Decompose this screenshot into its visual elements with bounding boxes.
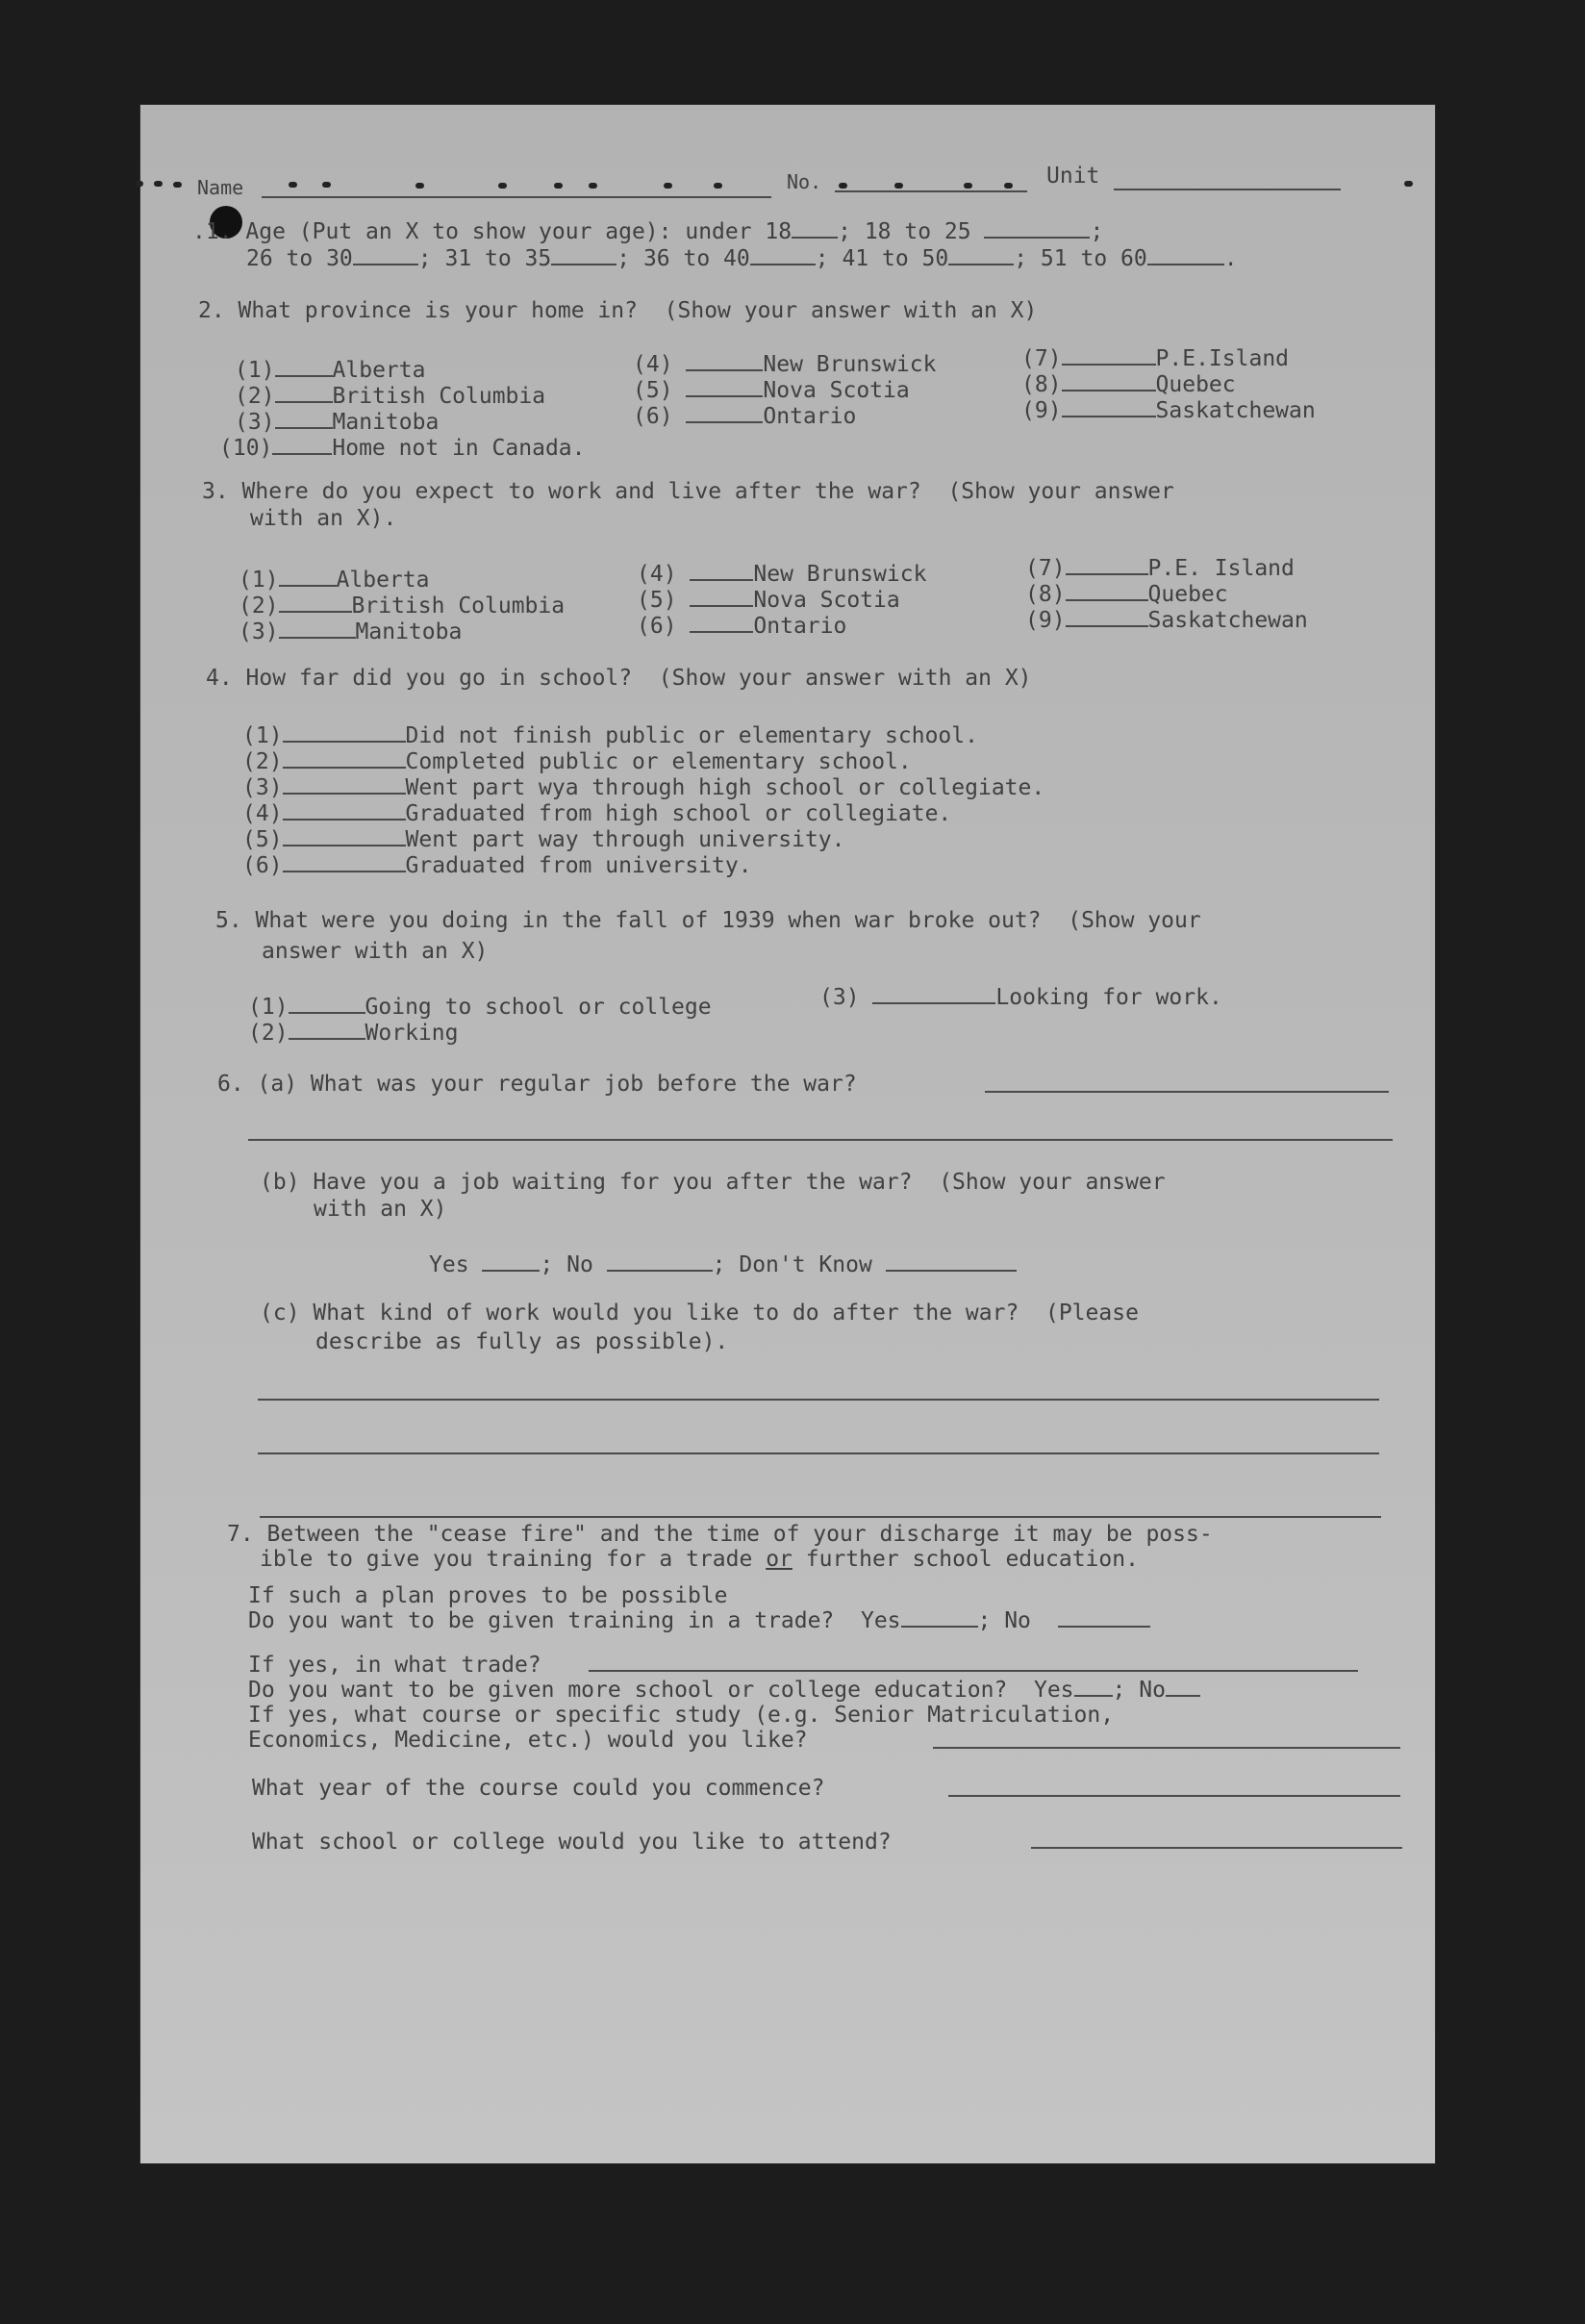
question-3-line-1: 3. Where do you expect to work and live after the war? (Show your answer <box>202 479 1174 504</box>
q6b-yes-blank[interactable] <box>482 1252 540 1272</box>
dotted-mark <box>498 183 507 189</box>
dotted-mark <box>964 183 972 189</box>
q2-blank[interactable] <box>272 436 332 455</box>
q2-option: (6) Ontario <box>633 404 857 429</box>
q6b-no-blank[interactable] <box>607 1252 713 1272</box>
or-underlined: or <box>766 1547 792 1572</box>
q5-option: (1) Going to school or college <box>248 995 712 1020</box>
q3-blank[interactable] <box>279 619 356 639</box>
q6a-answer-line[interactable] <box>985 1091 1389 1093</box>
q7-school-line[interactable] <box>1031 1847 1402 1849</box>
dotted-mark <box>589 183 597 189</box>
number-field[interactable] <box>835 190 1027 192</box>
question-7-school: What school or college would you like to attend? <box>252 1830 892 1855</box>
dotted-mark <box>154 181 163 187</box>
q4-option: (2) Completed public or elementary school. <box>242 749 912 774</box>
q1-blank-18-25[interactable] <box>984 219 1090 239</box>
q2-blank[interactable] <box>1062 372 1156 392</box>
question-7-year: What year of the course could you commence? <box>252 1776 825 1801</box>
q6a-answer-line[interactable] <box>248 1139 1393 1141</box>
q3-option: (6) Ontario <box>637 614 847 639</box>
q1-age-26-30: 26 to 30 <box>246 246 353 271</box>
q7-education-no-blank[interactable] <box>1166 1678 1200 1697</box>
q2-blank[interactable] <box>686 404 763 423</box>
unit-label: Unit <box>1046 164 1100 189</box>
q4-option: (5) Went part way through university. <box>242 827 845 852</box>
q6c-answer-line[interactable] <box>260 1516 1381 1518</box>
q2-blank[interactable] <box>1062 398 1156 417</box>
question-4: 4. How far did you go in school? (Show your answer with an X) <box>206 666 1032 691</box>
q1-age-under-18: .1. Age (Put an X to show your age): under 18 <box>192 219 792 244</box>
q3-option: (7) P.E. Island <box>1025 556 1295 581</box>
q1-blank-26-30[interactable] <box>353 246 418 265</box>
question-1-line-2 <box>246 246 1238 272</box>
q2-option: (2) British Columbia <box>235 384 546 409</box>
q1-blank-36-40[interactable] <box>750 246 816 265</box>
dotted-mark <box>839 183 847 189</box>
q5-blank[interactable] <box>289 1021 365 1040</box>
question-6a: 6. (a) What was your regular job before the war? <box>217 1072 857 1097</box>
q3-option: (5) Nova Scotia <box>637 588 900 613</box>
unit-field[interactable] <box>1114 189 1341 190</box>
q1-age-41-50: ; 41 to 50 <box>815 246 949 271</box>
q6b-dont-know-blank[interactable] <box>886 1252 1017 1272</box>
dotted-mark <box>554 183 563 189</box>
q1-age-51-60: ; 51 to 60 <box>1014 246 1147 271</box>
question-7-course-line-1: If yes, what course or specific study (e.g. Senior Matriculation, <box>248 1703 1115 1728</box>
name-label: Name <box>197 176 244 199</box>
q1-blank-51-60[interactable] <box>1147 246 1224 265</box>
q3-blank[interactable] <box>1066 556 1148 575</box>
q2-blank[interactable] <box>1062 346 1156 366</box>
question-7-line-3: If such a plan proves to be possible <box>248 1583 728 1608</box>
number-label: No. <box>787 170 822 193</box>
dotted-mark <box>664 183 672 189</box>
question-7-course-line-2: Economics, Medicine, etc.) would you like? <box>248 1728 808 1753</box>
q3-option: (2) British Columbia <box>239 594 566 619</box>
q2-option: (5) Nova Scotia <box>633 378 910 403</box>
q4-blank[interactable] <box>283 827 406 846</box>
q6c-answer-line[interactable] <box>258 1399 1379 1401</box>
q7-course-line[interactable] <box>933 1747 1400 1749</box>
q6b-yes: Yes <box>429 1252 469 1277</box>
q7-which-trade-line[interactable] <box>589 1670 1358 1672</box>
q4-blank[interactable] <box>283 749 406 769</box>
q1-blank-31-35[interactable] <box>551 246 616 265</box>
question-2: 2. What province is your home in? (Show your answer with an X) <box>198 298 1038 323</box>
q4-option: (1) Did not finish public or elementary school. <box>242 723 978 748</box>
q2-blank[interactable] <box>686 378 763 397</box>
q4-option: (3) Went part wya through high school or collegiate. <box>242 775 1045 800</box>
q5-blank[interactable] <box>289 995 365 1014</box>
question-6b-line-1: (b) Have you a job waiting for you after the war? (Show your answer <box>260 1170 1166 1195</box>
q4-option: (4) Graduated from high school or collegiate. <box>242 801 952 826</box>
question-7-education: Do you want to be given more school or college education? Yes ; No <box>248 1678 1200 1704</box>
q3-option: (8) Quebec <box>1025 582 1228 607</box>
dotted-mark <box>289 182 297 188</box>
q3-option: (9) Saskatchewan <box>1025 608 1308 633</box>
question-6c-line-2: describe as fully as possible). <box>315 1329 729 1354</box>
q3-option: (3) Manitoba <box>239 619 463 644</box>
q2-option: (10) Home not in Canada. <box>219 436 586 461</box>
question-5-line-1: 5. What were you doing in the fall of 1939 when war broke out? (Show your <box>215 908 1201 933</box>
q2-option: (8) Quebec <box>1021 372 1236 397</box>
q1-age-18-25: ; 18 to 25 <box>838 219 971 244</box>
q3-blank[interactable] <box>1066 582 1148 601</box>
q6b-options <box>429 1252 1017 1278</box>
dotted-mark <box>1004 183 1013 189</box>
dotted-mark <box>894 183 903 189</box>
q4-blank[interactable] <box>283 775 406 795</box>
q3-option: (4) New Brunswick <box>637 562 927 587</box>
q3-blank[interactable] <box>279 568 337 587</box>
q3-blank[interactable] <box>690 588 753 607</box>
q3-option: (1) Alberta <box>239 568 430 593</box>
q4-blank[interactable] <box>283 853 406 872</box>
name-field[interactable] <box>262 196 771 198</box>
q2-blank[interactable] <box>275 384 333 403</box>
dotted-mark <box>714 183 722 189</box>
question-7-line-1: 7. Between the "cease fire" and the time of your discharge it may be poss- <box>227 1522 1213 1547</box>
question-6b-line-2: with an X) <box>314 1197 447 1222</box>
q2-blank[interactable] <box>275 358 333 377</box>
q2-option: (9) Saskatchewan <box>1021 398 1316 423</box>
dotted-mark <box>1404 181 1413 187</box>
q2-option: (1) Alberta <box>235 358 426 383</box>
q7-trade-no-blank[interactable] <box>1058 1608 1150 1628</box>
q2-option: (4) New Brunswick <box>633 352 937 377</box>
q3-blank[interactable] <box>279 594 352 613</box>
q4-blank[interactable] <box>283 801 406 821</box>
q1-end: . <box>1223 246 1238 271</box>
dotted-mark <box>173 182 182 188</box>
dotted-mark <box>415 183 424 189</box>
q2-option: (3) Manitoba <box>235 410 440 435</box>
q1-age-31-35: ; 31 to 35 <box>417 246 552 271</box>
question-7-line-2: ible to give you training for a trade or further school education. <box>260 1547 1139 1572</box>
question-5-line-2: answer with an X) <box>262 939 489 964</box>
q1-separator: ; <box>1090 219 1104 244</box>
q1-age-36-40: ; 36 to 40 <box>616 246 750 271</box>
q3-blank[interactable] <box>1066 608 1148 627</box>
q7-trade-yes-blank[interactable] <box>901 1608 978 1628</box>
q4-blank[interactable] <box>283 723 406 743</box>
q6c-answer-line[interactable] <box>258 1452 1379 1454</box>
q6b-dont-know: ; Don't Know <box>712 1252 872 1277</box>
q4-option: (6) Graduated from university. <box>242 853 752 878</box>
q5-option: (2) Working <box>248 1021 459 1046</box>
q6b-no: ; No <box>540 1252 593 1277</box>
q7-education-yes-blank[interactable] <box>1074 1678 1113 1697</box>
q1-blank-under-18[interactable] <box>792 219 838 239</box>
dotted-mark <box>322 182 331 188</box>
q5-blank[interactable] <box>872 985 995 1004</box>
q3-blank[interactable] <box>690 614 753 633</box>
q7-year-line[interactable] <box>948 1795 1400 1797</box>
q1-blank-41-50[interactable] <box>948 246 1014 265</box>
question-3-line-2: with an X). <box>250 506 397 531</box>
q2-blank[interactable] <box>686 352 763 371</box>
question-7-trade: Do you want to be given training in a trade? Yes ; No <box>248 1608 1150 1634</box>
question-6c-line-1: (c) What kind of work would you like to do after the war? (Please <box>260 1301 1139 1326</box>
question-7-which-trade: If yes, in what trade? <box>248 1653 541 1678</box>
q2-option: (7) P.E.Island <box>1021 346 1290 371</box>
question-1-line-1 <box>192 219 1103 245</box>
dotted-mark <box>135 181 143 187</box>
q5-option: (3) Looking for work. <box>819 985 1222 1010</box>
q3-blank[interactable] <box>690 562 753 581</box>
q2-blank[interactable] <box>275 410 333 429</box>
